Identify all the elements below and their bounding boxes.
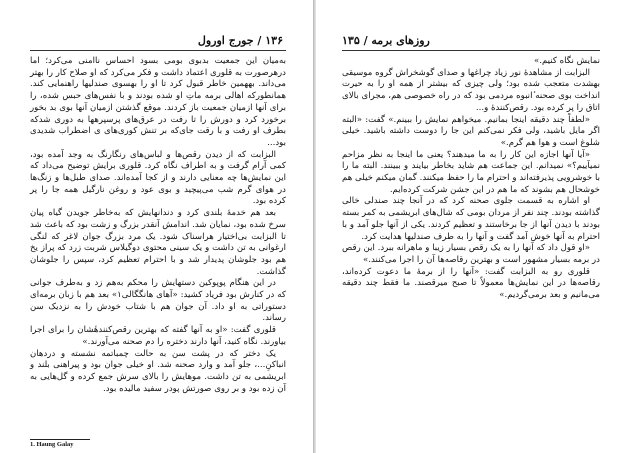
- footnote: 1. Haung Galay: [30, 441, 74, 448]
- paragraph: «آیا آنها اجازه این کار را به ما میدهند؟ یعنی ما اینجا به نظر مزاحم نمیآییم؟» نمیدانم. این جماعت هم شاید بخاطر بیایند و ببینند. البته ما را با خوشرویی پذیرفته‌اند و احترام ما را حفظ میکنند. گمان میکنم خیلی هم خوشحال هم بشوند که ما هم در این جشن شرکت کرده‌ایم.: [342, 149, 600, 195]
- left-page: [0, 0, 314, 453]
- paragraph: در این هنگام پوپوکین دستهایش را محکم به‌هم زد و به‌طرف جوانی که در کنارش بود فریاد کشید: «آهای هانگگالی١» بعد هم با زبان برمه‌ای دستوراتی به او داد. آن جوان هم با شتاب خودش را به نزدیک سن رساند.: [30, 278, 286, 324]
- page-body: [30, 56, 286, 395]
- paragraph: به‌میان این جمعیت بدبوی بومی بسود احساس نا‌امنی می‌کرد؛ اما درهرصورت به قلوری اعتماد داشت و فکر می‌کرد که او صلاح کار را بهتر می‌داند. بههمین خاطر قبول کرد تا او را بهسوی صندلیها راهنمایی کند. همانطورکه اهالی برمه ماتِ او شده بودند و با نفس‌های حبس شده، را برای آنها ازمیان جمعیت باز کردند. موقع گذشتن ازمیان آنها بوی بد بخور برخورد کرد و دورش را تا رفت در عرق‌های پرسپرهها به دوری شدکه بطرف او رفت و با رقت جای‌که بر تنش کوری‌های ی اضطراب شدیدی بود...: [30, 56, 286, 148]
- footnote-rule: [30, 439, 90, 440]
- page-body: [342, 56, 600, 302]
- page-header: ۱۳۶ / جورج اورول: [197, 34, 283, 47]
- paragraph: البزابت که از دیدن رقص‌ها و لباس‌های رنگارنگ به وجد آمده بود، کمی آرام گرفت و به اطراف نگاه کرد. قلوری برایش توضیح می‌داد که این نمایش‌ها چه معنایی دارند و از کجا آمده‌اند. صدای طبل‌ها و زنگ‌ها در هوای گرم شب می‌پیچید و بوی عود و روغن نارگیل همه جا را پر کرده بود.: [30, 149, 286, 207]
- paragraph: البزابت از مشاهدهٔ نور زیاد چراغها و صدای گوشخراش گروه موسیقی بهشدت متعجب شده بود؛ ولی چیزی که بیشتر از همه او را به حیرت انداخت بوی صحنه ٔانبوه مردمی بود که در راه خصوصی هم، مجرای بالای اتاق را پر کرده بود. رقص‌کنندهٔ و...: [342, 67, 600, 113]
- page-header: روزهای برمه / ۱۳۵: [342, 34, 430, 47]
- paragraph: «لطفاً چند دقیقه اینجا بمانیم. میخواهم نمایش را ببینم.» گفت: «البته اگر مایل باشید، ولی فکر نمی‌کنم این جا را دوست داشته باشید. خیلی شلوغ است و هوا هم گرم.»: [342, 114, 600, 148]
- header-rule: [342, 50, 600, 51]
- paragraph: قلوری گفت: «او به آنها گفته که بهترین رقص‌کنندهٔشان را برای اجرا بیاورند. نگاه کنید، آنها دارند دختره را دم صحنه می‌آورند.»: [30, 325, 286, 347]
- paragraph: قلوری رو به البزابت گفت: «آنها را از برمهٔ ما دعوت کرده‌اند، رقاصه‌ها در این نمایش‌ها معمولاً تا صبح میرقصند. ما فقط چند دقیقه می‌مانیم و بعد برمی‌گردیم.»: [342, 266, 600, 301]
- paragraph: «او قول داد که آنها را به یک رقص بسیار زیبا و ماهرانه ببرد. این رقص در برمه بسیار مشهور است و بهترین رقاصه‌ها آن را اجرا می‌کنند.»: [342, 243, 600, 265]
- paragraph: نمایش نگاه کنیم.»: [533, 56, 600, 66]
- paragraph: بعد هم خدمهٔ بلندی کرد و دندانهایش که به‌خاطر جویدن گیاه پیان سرخ شده بود، نمایان شد. اندامش آنقدر بزرگ و زشت بود که باعث شد تا البزابت بی‌اختیار هراسناک شود. یک مرد بزرگ جوان لاغر که لنگی ارغوانی به تن داشت و یک سینی محتوی دوگیلاس شربت زرد که پراز یخ هم بود جلوشان پدیدار شد و با احترام تعظیم کرد، سپس را جلوشان گذاشت.: [30, 208, 286, 277]
- paragraph: یک دختر که در پشت سن به حالت چمباتمه نشسته و دردهان انباکنِ...، جلو آمد و وارد صحنه شد. او خیلی جوان بود و پیراهنی بلند و ابریشمی به تن داشت. موهایش را بالای سرش جمع کرده و گل‌هایی به آن زده بود و بر روی صورتش پودر سفید مالیده بود.: [30, 348, 286, 394]
- paragraph: او اشاره به قسمت جلوی صحنه کرد که در آنجا چند صندلی خالی گذاشته بودند. چند نفر از مردان بومی که شال‌های ابریشمی به کمر بسته بودند با دیدن آنها از جا برخاستند و تعظیم کردند. یکی از آنها جلو آمد و با احترام به آنها خوش آمد گفت و آنها را به طرف صندلیها هدایت کرد.: [342, 196, 600, 242]
- header-rule: [30, 50, 286, 51]
- right-page: [316, 0, 630, 453]
